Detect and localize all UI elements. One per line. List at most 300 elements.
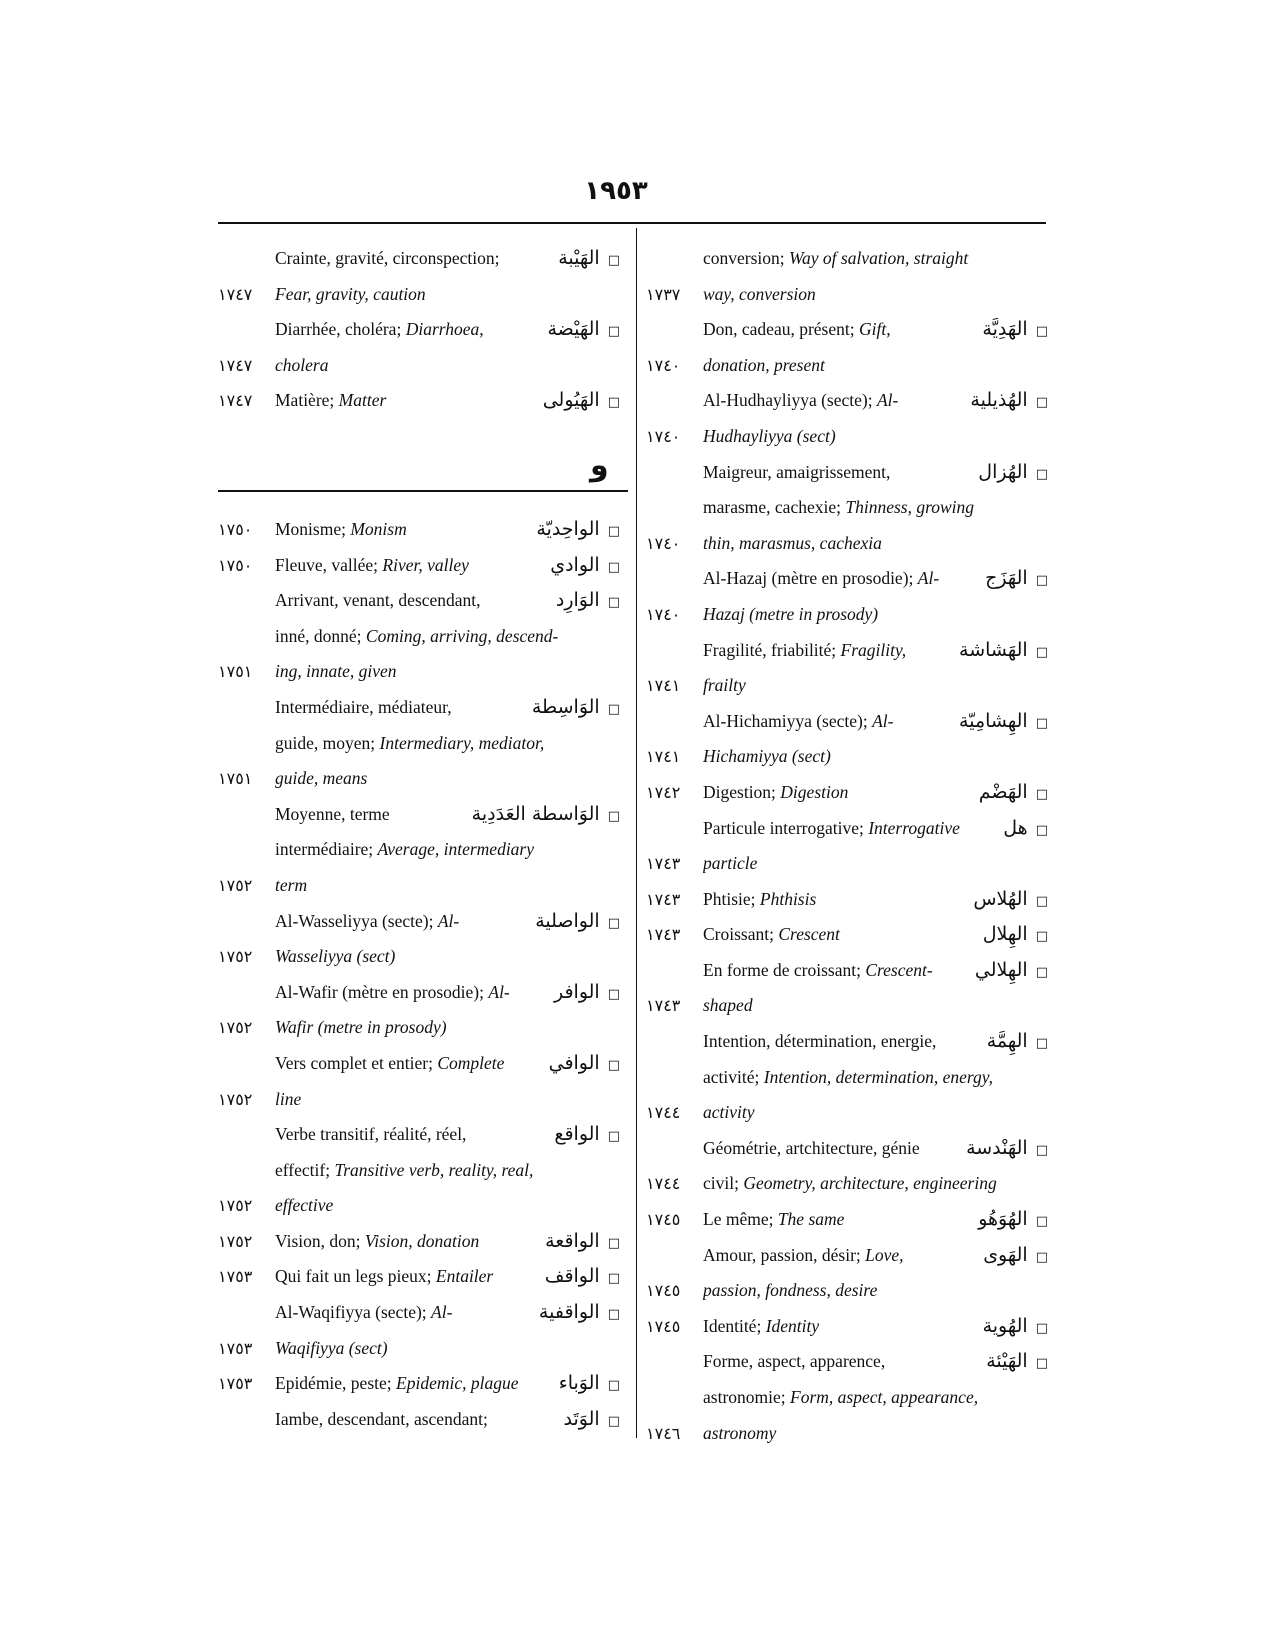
entry-arabic-term: [980, 1344, 1048, 1382]
entry-french-text: Intermédiaire, médiateur,: [275, 696, 452, 717]
entry-french-text: Moyenne, terme: [275, 803, 390, 824]
entry-english-text: guide, means: [275, 768, 368, 789]
entry-french-text: Matière;: [275, 390, 339, 411]
entry-page-number: ١٧٤٤: [646, 1174, 681, 1194]
entry-english-text: Hudhayliyya (sect): [703, 425, 836, 446]
arabic-term-text: الهَيْبة: [558, 247, 600, 269]
entry-arabic-term: [972, 1202, 1048, 1240]
entry-arabic-term: [543, 1046, 620, 1084]
entry-page-number: ١٧٥٠: [218, 555, 253, 575]
entry-line: [646, 1166, 1056, 1202]
entry-english-text: Digestion: [780, 781, 849, 802]
entry-text: [275, 1010, 628, 1046]
entry-french-text: Forme, aspect, apparence,: [703, 1351, 886, 1372]
entry-english-text: Al-: [437, 910, 460, 931]
entry-english-text: Phthisis: [759, 888, 817, 909]
entry-english-text: Thinness, growing: [845, 497, 975, 518]
entry-line: [218, 1402, 628, 1438]
entry-line: [646, 490, 1056, 526]
entry-french-text: Digestion;: [703, 781, 781, 802]
entry-text: [275, 277, 628, 313]
entry-arabic-term: [972, 455, 1048, 493]
entry-bullet-icon: □: [607, 808, 620, 824]
entry-french-text: Verbe transitif, réalité, réel,: [275, 1124, 467, 1145]
entry-french-text: Crainte, gravité, circonspection;: [275, 248, 500, 268]
arabic-term-text: الهَزَج: [985, 567, 1028, 590]
entry-english-text: Monism: [350, 519, 407, 539]
entry-english-text: Matter: [338, 390, 387, 411]
entry-bullet-icon: □: [1035, 786, 1048, 802]
entry-bullet-icon: □: [607, 324, 620, 340]
entry-text: [703, 1166, 1056, 1202]
entry-english-text: Hazaj (metre in prosody): [703, 603, 879, 624]
entry-arabic-term: [558, 1402, 620, 1440]
entry-bullet-icon: □: [1035, 1036, 1048, 1052]
entry-bullet-icon: □: [1035, 466, 1048, 482]
entry-english-text: particle: [703, 853, 758, 874]
entry-arabic-term: [526, 690, 620, 728]
entry-english-text: Fear, gravity, caution: [275, 283, 426, 304]
entry-arabic-term: [530, 512, 620, 550]
entry-french-text: Croissant;: [703, 924, 779, 945]
entry-english-text: Al-: [872, 710, 894, 731]
entry-arabic-term: [529, 904, 620, 942]
arabic-term-text: الوادي: [550, 553, 600, 576]
entry-text: [275, 939, 628, 975]
entry-line: [646, 1024, 1056, 1060]
entry-arabic-term: [977, 917, 1048, 955]
entry-french-text: Iambe, descendant, ascendant;: [275, 1408, 488, 1429]
entry-french-text: Fleuve, vallée;: [275, 554, 383, 575]
entry-french-text: Qui fait un legs pieux;: [275, 1266, 436, 1287]
entry-french-text: inné, donné;: [275, 625, 366, 646]
entry-bullet-icon: □: [1035, 324, 1048, 340]
entry-bullet-icon: □: [1035, 1320, 1048, 1336]
entry-french-text: Vers complet et entier;: [275, 1052, 438, 1073]
arabic-term-text: الهُذيلية: [970, 389, 1028, 412]
entry-page-number: ١٧٤٥: [646, 1316, 681, 1336]
entry-english-text: Interrogative: [868, 817, 960, 838]
entry-bullet-icon: □: [607, 1413, 620, 1429]
arabic-term-text: الواقف: [544, 1265, 600, 1288]
arabic-term-text: الهِمَّة: [986, 1030, 1028, 1053]
entry-line: [646, 882, 1056, 918]
entry-french-text: Particule interrogative;: [703, 817, 869, 838]
right-column: [646, 241, 1056, 1451]
entry-arabic-term: [973, 775, 1048, 813]
entry-english-text: Al-: [488, 981, 510, 1002]
entry-line: [646, 419, 1056, 455]
entry-english-text: Diarrhoea,: [405, 319, 484, 340]
entry-arabic-term: [541, 312, 620, 350]
entry-english-text: Epidemic, plague: [396, 1373, 519, 1394]
entry-arabic-term: [977, 1309, 1048, 1347]
entry-line: [646, 241, 1056, 277]
entry-line: [218, 1188, 628, 1224]
entry-english-text: Wasseliyya (sect): [275, 946, 396, 967]
entry-page-number: ١٧٤٠: [646, 533, 681, 553]
entry-english-text: Geometry, architecture, engineering: [743, 1173, 997, 1194]
arabic-term-text: الهُوَهُو: [978, 1208, 1028, 1231]
entry-page-number: ١٧٥٢: [218, 1018, 253, 1038]
entry-text: [703, 526, 1056, 562]
entry-english-text: donation, present: [703, 354, 825, 375]
entry-french-text: Géométrie, artchitecture, génie: [703, 1137, 920, 1158]
entry-arabic-term: [964, 383, 1048, 421]
entry-english-text: Complete: [437, 1052, 505, 1073]
entry-line: [218, 1224, 628, 1260]
entry-english-text: Love,: [865, 1244, 904, 1265]
entry-english-text: Intention, determination, energy,: [763, 1066, 993, 1087]
arabic-term-text: الوَاسِطة: [531, 695, 600, 718]
entry-french-text: Identité;: [703, 1315, 766, 1336]
entry-bullet-icon: □: [1035, 644, 1048, 660]
entry-english-text: Coming, arriving, descend-: [365, 625, 559, 646]
entry-english-text: Form, aspect, appearance,: [790, 1387, 979, 1407]
entry-english-text: frailty: [703, 675, 746, 696]
arabic-term-text: الواصلية: [535, 909, 600, 932]
entry-english-text: Waqifiyya (sect): [275, 1337, 388, 1358]
entry-french-text: Epidémie, peste;: [275, 1373, 397, 1394]
section-rule: [218, 490, 628, 492]
entry-page-number: ١٧٥٣: [218, 1267, 253, 1287]
entry-bullet-icon: □: [607, 559, 620, 575]
entry-line: [646, 455, 1056, 491]
entry-english-text: thin, marasmus, cachexia: [703, 532, 882, 553]
entry-page-number: ١٧٥٢: [218, 947, 253, 967]
arabic-term-text: الهَنْدسة: [966, 1136, 1028, 1159]
arabic-term-text: الوافر: [553, 980, 600, 1003]
page-number: ١٩٥٣: [584, 176, 648, 206]
column-divider: [636, 228, 637, 1438]
entry-english-text: passion, fondness, desire: [703, 1280, 878, 1301]
entry-french-text: guide, moyen;: [275, 732, 380, 753]
entry-line: [218, 548, 628, 584]
entry-line: [218, 832, 628, 868]
entry-bullet-icon: □: [1035, 1249, 1048, 1265]
entry-english-text: way, conversion: [703, 283, 816, 304]
entry-line: [646, 1309, 1056, 1345]
entry-arabic-term: [552, 241, 620, 279]
arabic-term-text: الهُزال: [978, 460, 1028, 483]
entry-page-number: ١٧٤٣: [646, 925, 681, 945]
entry-line: [646, 348, 1056, 384]
entry-text: [703, 846, 1056, 882]
entry-page-number: ١٧٥٢: [218, 1089, 253, 1109]
entry-english-text: Average, intermediary: [377, 839, 535, 860]
entry-english-text: Transitive verb, reality, real,: [334, 1159, 534, 1180]
entry-line: [646, 1060, 1056, 1096]
entry-page-number: ١٧٤٠: [646, 355, 681, 375]
entry-french-text: effectif;: [275, 1159, 335, 1180]
entry-text: [275, 654, 628, 690]
entry-line: [218, 1366, 628, 1402]
entry-bullet-icon: □: [1035, 1356, 1048, 1372]
arabic-term-text: الواقع: [554, 1123, 600, 1146]
entry-page-number: ١٧٥٢: [218, 875, 253, 895]
entry-french-text: Fragilité, friabilité;: [703, 639, 841, 660]
entry-french-text: activité;: [703, 1066, 764, 1087]
entry-arabic-term: [537, 383, 620, 421]
entry-page-number: ١٧٤٧: [218, 284, 253, 304]
entry-page-number: ١٧٥٢: [218, 1196, 253, 1216]
entry-page-number: ١٧٤٠: [646, 426, 681, 446]
entry-english-text: Al-: [917, 568, 940, 589]
entry-line: [218, 241, 628, 277]
entry-line: [218, 512, 628, 548]
entry-line: [218, 690, 628, 726]
entry-line: [218, 312, 628, 348]
entry-line: [218, 868, 628, 904]
entry-line: [218, 583, 628, 619]
entry-text: [703, 1273, 1056, 1309]
entry-line: [646, 775, 1056, 811]
entry-french-text: civil;: [703, 1173, 744, 1194]
entry-arabic-term: [997, 811, 1048, 849]
arabic-term-text: الهَيْضة: [547, 318, 600, 341]
entry-arabic-term: [533, 1295, 620, 1333]
arabic-term-text: الوَارِد: [555, 589, 600, 612]
entry-text: [703, 1060, 1056, 1096]
entry-french-text: Vision, don;: [275, 1230, 365, 1251]
entry-line: [218, 1046, 628, 1082]
entry-bullet-icon: □: [607, 915, 620, 931]
left-column-top: [218, 241, 628, 419]
entry-english-text: astronomy: [703, 1422, 777, 1443]
entry-text: [275, 1082, 628, 1118]
entry-page-number: ١٧٤٣: [646, 854, 681, 874]
entry-english-text: Vision, donation: [364, 1230, 480, 1251]
arabic-term-text: الوافي: [548, 1051, 600, 1074]
entry-english-text: The same: [777, 1209, 845, 1230]
entry-page-number: ١٧٥١: [218, 769, 253, 789]
entry-line: [646, 1344, 1056, 1380]
entry-bullet-icon: □: [607, 1057, 620, 1073]
left-column-bottom: [218, 512, 628, 1437]
entry-english-text: Entailer: [435, 1266, 494, 1287]
entry-french-text: intermédiaire;: [275, 839, 378, 860]
entry-french-text: Al-Wafir (mètre en prosodie);: [275, 981, 489, 1002]
entry-bullet-icon: □: [607, 1271, 620, 1287]
entry-bullet-icon: □: [1035, 573, 1048, 589]
entry-english-text: Intermediary, mediator,: [379, 732, 545, 753]
entry-text: [703, 490, 1056, 526]
entry-page-number: ١٧٤٠: [646, 604, 681, 624]
entry-text: [275, 1331, 628, 1367]
entry-line: [646, 1238, 1056, 1274]
arabic-term-text: الهَشاشة: [959, 638, 1028, 661]
entry-french-text: Al-Waqifiyya (secte);: [275, 1302, 432, 1323]
entry-line: [218, 975, 628, 1011]
entry-bullet-icon: □: [1035, 1142, 1048, 1158]
entry-line: [646, 633, 1056, 669]
entry-english-text: cholera: [275, 354, 329, 375]
arabic-term-text: الواحِديّة: [536, 518, 600, 540]
entry-french-text: Intention, détermination, energie,: [703, 1031, 937, 1052]
entry-french-text: Al-Hichamiyya (secte);: [703, 710, 873, 731]
entry-french-text: Al-Hazaj (mètre en prosodie);: [703, 568, 918, 589]
entry-arabic-term: [977, 1238, 1048, 1276]
arabic-term-text: الواقعة: [545, 1229, 600, 1252]
entry-bullet-icon: □: [1035, 893, 1048, 909]
entry-bullet-icon: □: [1035, 822, 1048, 838]
entry-arabic-term: [466, 797, 620, 835]
entry-bullet-icon: □: [1035, 395, 1048, 411]
entry-page-number: ١٧٤٤: [646, 1103, 681, 1123]
entry-english-text: Fragility,: [840, 639, 907, 660]
entry-english-text: Gift,: [858, 319, 891, 340]
entry-bullet-icon: □: [607, 253, 620, 268]
entry-page-number: ١٧٥١: [218, 662, 253, 682]
arabic-term-text: الهَيْئة: [986, 1350, 1028, 1373]
section-letter: و: [590, 448, 609, 483]
entry-line: [646, 704, 1056, 740]
entry-line: [646, 526, 1056, 562]
entry-line: [646, 383, 1056, 419]
entry-line: [646, 1202, 1056, 1238]
arabic-term-text: الهَدِيَّة: [982, 318, 1028, 341]
entry-french-text: Diarrhée, choléra;: [275, 319, 406, 340]
arabic-term-text: الهُوية: [982, 1314, 1028, 1337]
entry-english-text: line: [275, 1088, 302, 1109]
entry-page-number: ١٧٥٢: [218, 1231, 253, 1251]
entry-bullet-icon: □: [607, 395, 620, 411]
entry-line: [646, 1416, 1056, 1452]
entry-arabic-term: [960, 1131, 1048, 1169]
entry-french-text: marasme, cachexie;: [703, 497, 846, 518]
entry-page-number: ١٧٤٣: [646, 889, 681, 909]
entry-bullet-icon: □: [607, 1129, 620, 1145]
entry-english-text: Crescent-: [865, 959, 933, 980]
entry-english-text: activity: [703, 1102, 755, 1123]
entry-english-text: effective: [275, 1195, 334, 1216]
entry-line: [218, 939, 628, 975]
arabic-term-text: الهَيُولى: [542, 389, 600, 412]
header-rule: [218, 222, 1046, 224]
entry-text: [275, 619, 628, 655]
entry-line: [218, 797, 628, 833]
entry-page-number: ١٧٥٠: [218, 520, 253, 539]
entry-bullet-icon: □: [1035, 929, 1048, 945]
entry-line: [218, 1117, 628, 1153]
arabic-term-text: الوَتَد: [563, 1407, 600, 1430]
entry-page-number: ١٧٥٣: [218, 1374, 253, 1394]
entry-text: [275, 1153, 628, 1189]
entry-french-text: Maigreur, amaigrissement,: [703, 461, 891, 482]
entry-line: [646, 1273, 1056, 1309]
entry-english-text: Al-: [431, 1302, 453, 1323]
entry-page-number: ١٧٤٦: [646, 1423, 681, 1443]
entry-english-text: ing, innate, given: [275, 661, 397, 682]
entry-bullet-icon: □: [607, 1307, 620, 1323]
arabic-term-text: الوَباء: [558, 1372, 600, 1395]
entry-french-text: Don, cadeau, présent;: [703, 319, 859, 340]
entry-english-text: Al-: [876, 390, 899, 411]
entry-arabic-term: [548, 1117, 620, 1155]
entry-line: [646, 597, 1056, 633]
entry-bullet-icon: □: [1035, 1214, 1048, 1230]
entry-page-number: ١٧٤٥: [646, 1210, 681, 1230]
entry-text: [703, 739, 1056, 775]
entry-text: [275, 832, 628, 868]
entry-line: [218, 1153, 628, 1189]
entry-french-text: Amour, passion, désir;: [703, 1244, 866, 1265]
entry-arabic-term: [544, 548, 620, 586]
entry-line: [646, 953, 1056, 989]
entry-text: [703, 1416, 1056, 1452]
entry-arabic-term: [539, 1224, 620, 1262]
arabic-term-text: الهُلاس: [973, 887, 1028, 910]
entry-english-text: Identity: [765, 1315, 820, 1336]
entry-french-text: Al-Wasseliyya (secte);: [275, 910, 438, 931]
entry-french-text: Phtisie;: [703, 888, 760, 909]
entry-line: [646, 988, 1056, 1024]
entry-text: [275, 726, 628, 762]
entry-bullet-icon: □: [607, 524, 620, 539]
entry-page-number: ١٧٤٧: [218, 355, 253, 375]
arabic-term-text: هل: [1003, 816, 1028, 839]
entry-bullet-icon: □: [607, 595, 620, 611]
entry-page-number: ١٧٤٣: [646, 996, 681, 1016]
entry-page-number: ١٧٤٧: [218, 391, 253, 411]
entry-line: [646, 917, 1056, 953]
entry-arabic-term: [979, 561, 1048, 599]
entry-line: [646, 846, 1056, 882]
entry-page-number: ١٧٤١: [646, 747, 681, 767]
entry-arabic-term: [981, 1024, 1048, 1062]
entry-arabic-term: [553, 1366, 620, 1404]
entry-french-text: En forme de croissant;: [703, 959, 866, 980]
entry-arabic-term: [548, 975, 620, 1013]
entry-text: [703, 668, 1056, 704]
entry-line: [218, 1082, 628, 1118]
entry-page-number: ١٧٣٧: [646, 284, 681, 304]
entry-line: [218, 277, 628, 313]
entry-text: [703, 348, 1056, 384]
entry-text: [703, 419, 1056, 455]
arabic-term-text: الوَاسطة العَدَدِية: [471, 802, 600, 825]
entry-english-text: Wafir (metre in prosody): [275, 1017, 447, 1038]
entry-bullet-icon: □: [1035, 715, 1048, 731]
entry-line: [646, 739, 1056, 775]
entry-english-text: term: [275, 874, 308, 895]
arabic-term-text: الواقفية: [538, 1301, 600, 1324]
entry-text: [703, 241, 1056, 277]
arabic-term-text: الهِلالي: [974, 958, 1028, 981]
entry-arabic-term: [953, 704, 1048, 742]
entry-page-number: ١٧٥٣: [218, 1338, 253, 1358]
entry-text: [275, 348, 628, 384]
entry-arabic-term: [969, 953, 1048, 991]
entry-text: [703, 988, 1056, 1024]
entry-line: [218, 1259, 628, 1295]
entry-text: [703, 1380, 1056, 1416]
entry-line: [218, 348, 628, 384]
entry-line: [218, 383, 628, 419]
entry-french-text: Al-Hudhayliyya (secte);: [703, 390, 877, 411]
entry-french-text: Monisme;: [275, 519, 351, 539]
entry-text: [703, 1095, 1056, 1131]
entry-text: [703, 597, 1056, 633]
entry-line: [646, 668, 1056, 704]
entry-text: [275, 1188, 628, 1224]
entry-english-text: Way of salvation, straight: [789, 248, 969, 268]
entry-line: [218, 904, 628, 940]
arabic-term-text: الهَضْم: [978, 780, 1028, 803]
entry-bullet-icon: □: [607, 986, 620, 1002]
entry-bullet-icon: □: [607, 701, 620, 717]
entry-french-text: astronomie;: [703, 1387, 790, 1407]
